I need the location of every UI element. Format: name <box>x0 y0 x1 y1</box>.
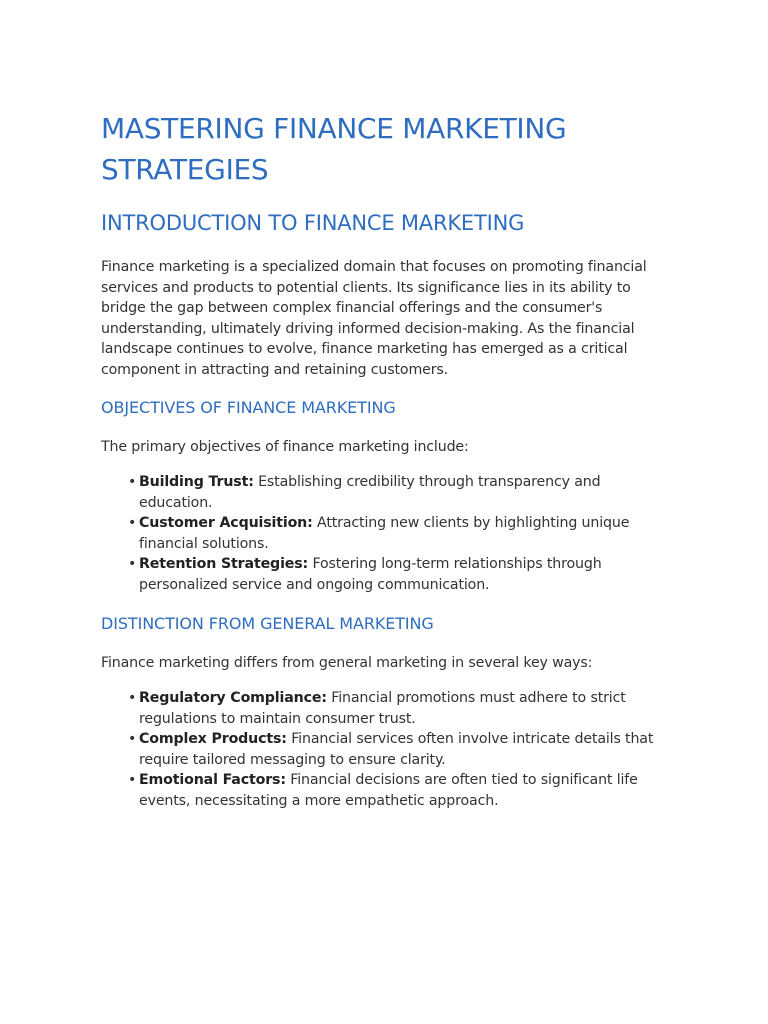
bullet-icon: • <box>128 474 137 490</box>
objectives-list <box>129 472 669 595</box>
distinction-list <box>129 688 669 811</box>
bullet-term: Retention Strategies: <box>139 556 309 572</box>
list-item <box>129 554 669 595</box>
bullet-term: Complex Products: <box>139 731 287 747</box>
bullet-term: Building Trust: <box>139 474 254 490</box>
section-heading-introduction: INTRODUCTION TO FINANCE MARKETING <box>101 211 525 235</box>
bullet-icon: • <box>128 515 137 531</box>
bullet-text: Financial services often involve intricate details that require tailored messaging to ensure clarity. <box>139 731 654 768</box>
introduction-paragraph: Finance marketing is a specialized domain that focuses on promoting financial services and products to potential clients. Its significance lies in its ability to bridge the gap between complex financial offerings and the consumer's understanding, ultimately driving informed decision-making. As the financial landscape continues to evolve, finance marketing has emerged as a critical component in attracting and retaining customers. <box>101 259 647 378</box>
bullet-text: Financial promotions must adhere to strict regulations to maintain consumer trust. <box>139 690 626 727</box>
section-heading-distinction: DISTINCTION FROM GENERAL MARKETING <box>101 614 434 633</box>
bullet-icon: • <box>128 556 137 572</box>
list-item <box>129 513 669 554</box>
bullet-term: Emotional Factors: <box>139 772 286 788</box>
bullet-text: Establishing credibility through transparency and education. <box>139 474 601 511</box>
bullet-text: Fostering long-term relationships through personalized service and ongoing communication. <box>139 556 602 593</box>
list-item <box>129 472 669 513</box>
objectives-intro: The primary objectives of finance marketing include: <box>101 439 469 455</box>
list-item <box>129 688 669 729</box>
list-item <box>129 729 669 770</box>
bullet-term: Regulatory Compliance: <box>139 690 327 706</box>
bullet-icon: • <box>128 690 137 706</box>
list-item <box>129 770 669 811</box>
distinction-intro: Finance marketing differs from general marketing in several key ways: <box>101 655 593 671</box>
section-heading-objectives: OBJECTIVES OF FINANCE MARKETING <box>101 398 396 417</box>
bullet-term: Customer Acquisition: <box>139 515 313 531</box>
document-title: MASTERING FINANCE MARKETING STRATEGIES <box>101 112 567 186</box>
bullet-text: Financial decisions are often tied to significant life events, necessitating a more empathetic approach. <box>139 772 638 809</box>
bullet-icon: • <box>128 731 137 747</box>
bullet-icon: • <box>128 772 137 788</box>
bullet-text: Attracting new clients by highlighting unique financial solutions. <box>139 515 630 552</box>
